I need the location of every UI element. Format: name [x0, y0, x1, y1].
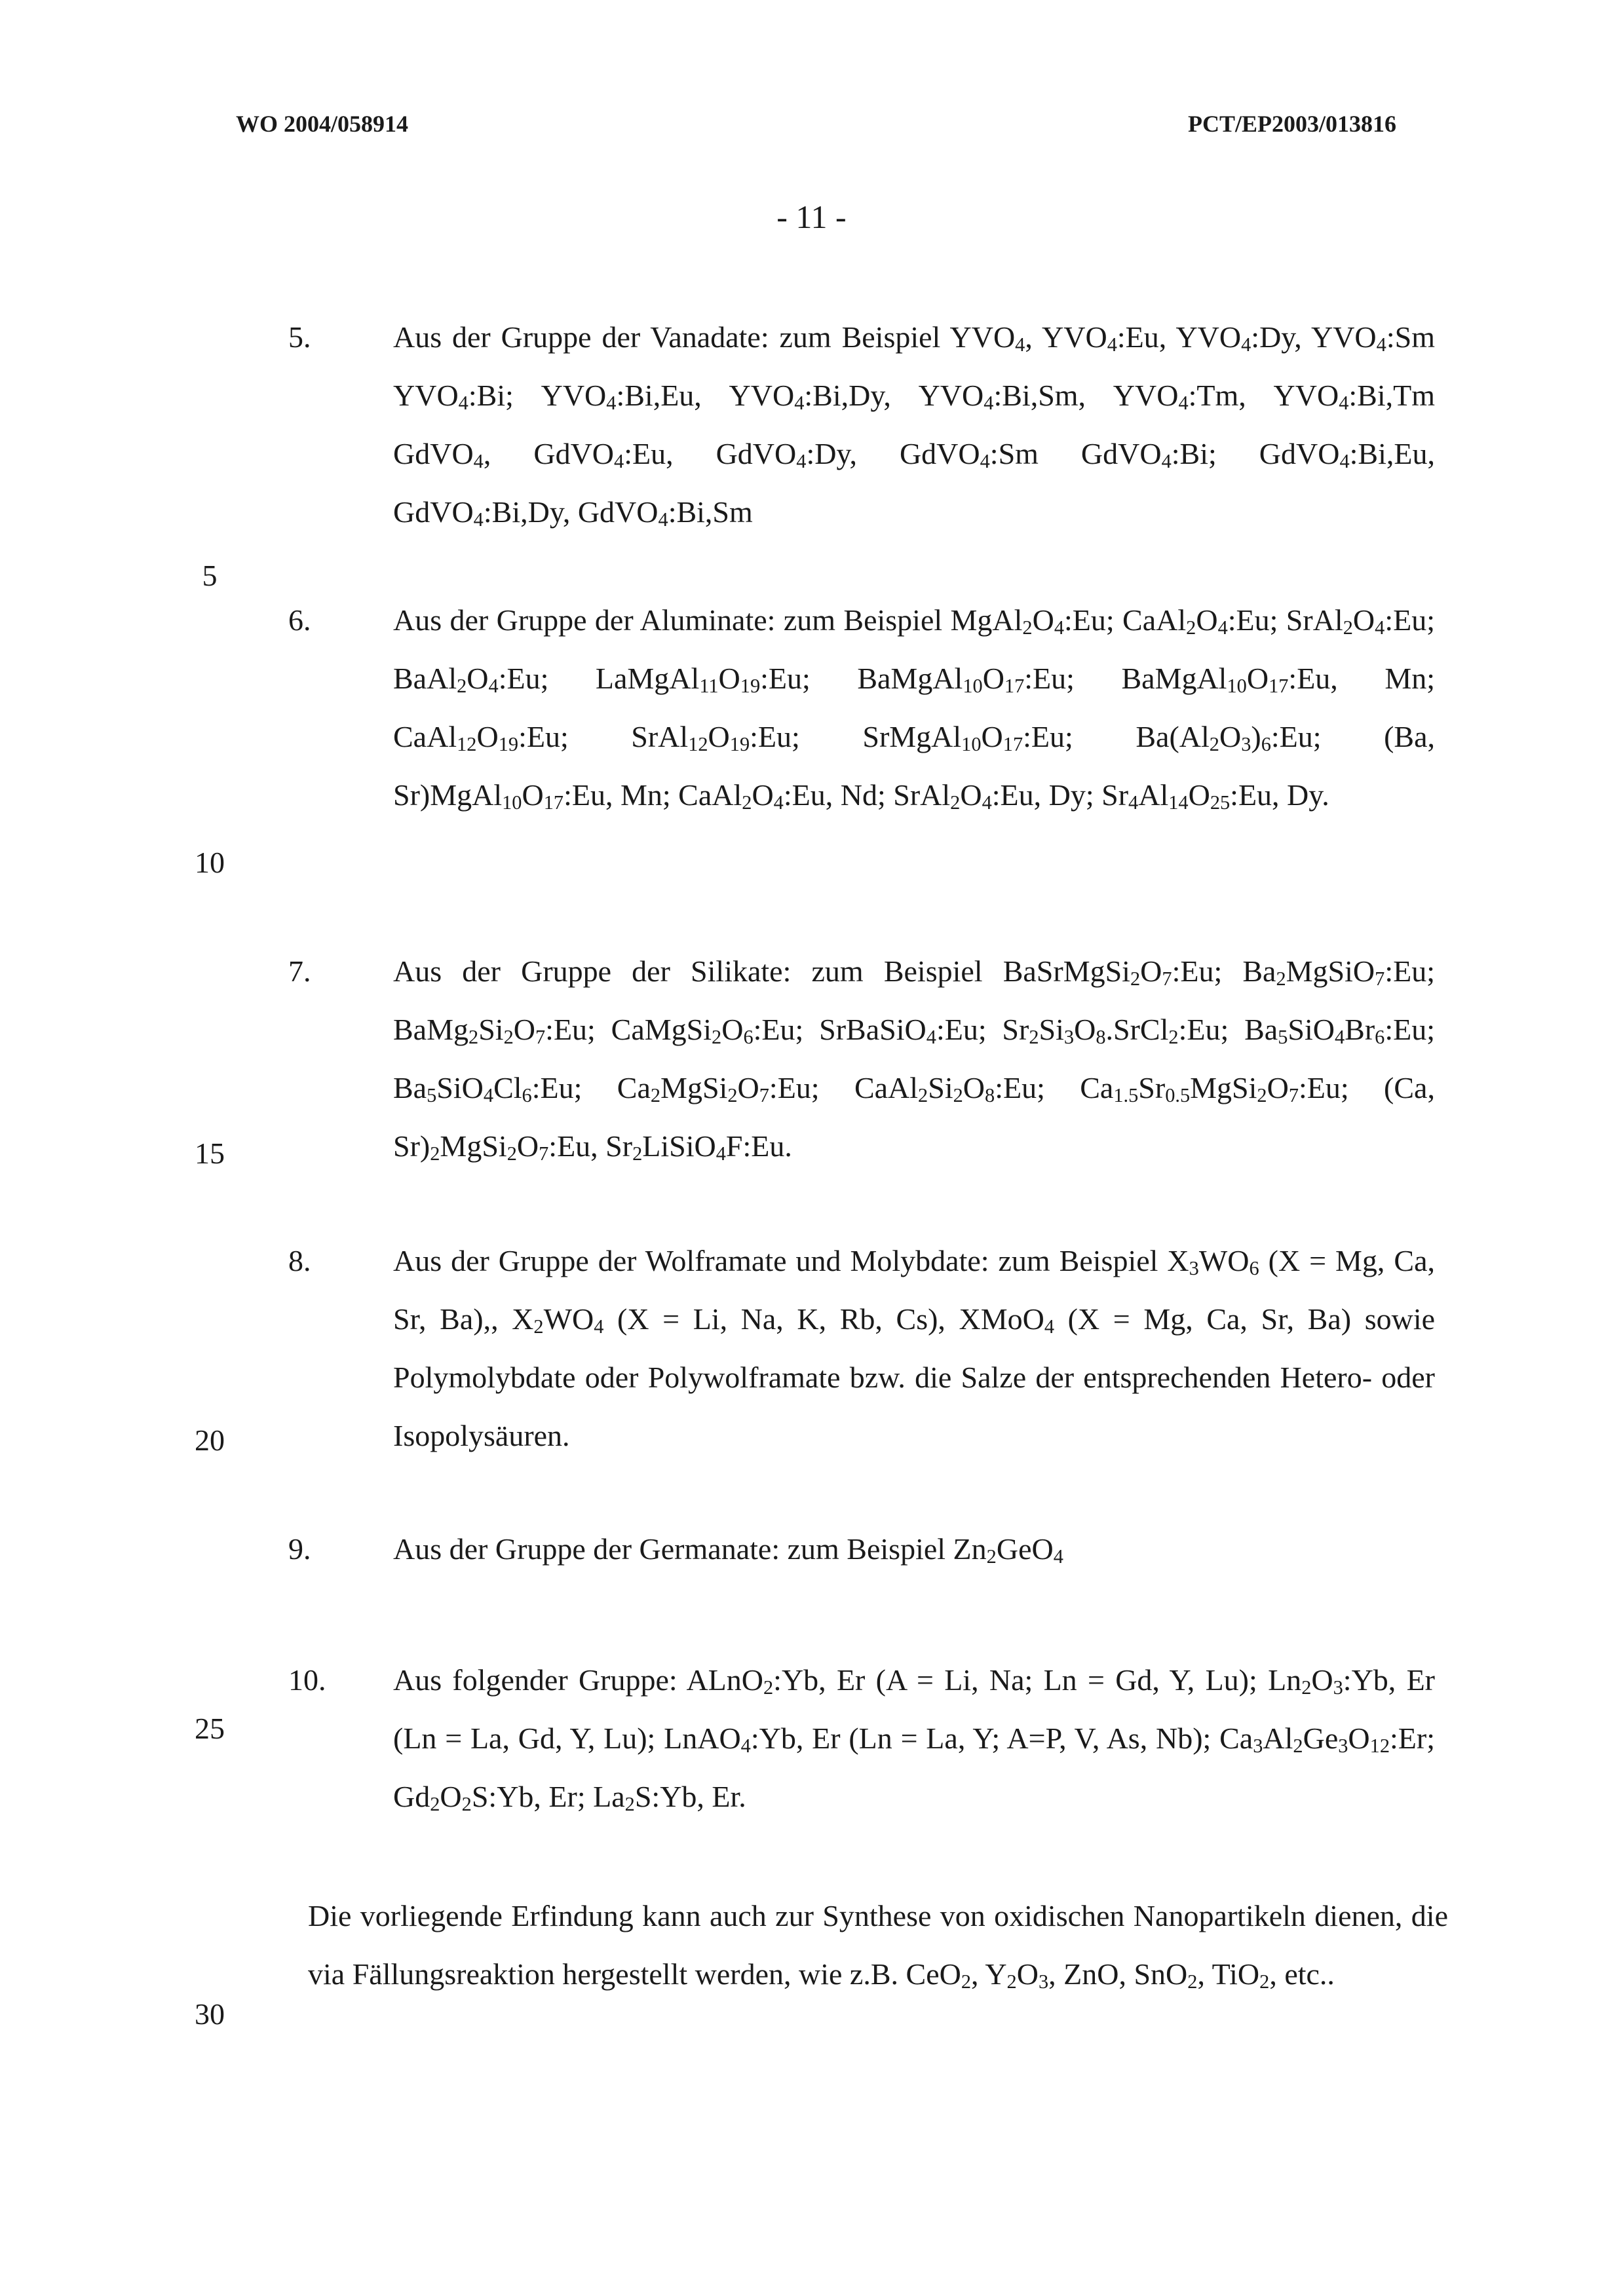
document-id: WO 2004/058914	[236, 111, 409, 137]
item-number: 6.	[288, 603, 311, 637]
line-number: 5	[202, 559, 218, 592]
application-number: PCT/EP2003/013816	[1187, 111, 1396, 137]
item-text: Aus der Gruppe der Aluminate: zum Beispiel $MgAl_2O_4:Eu$; $CaAl_2O_4:Eu$; $SrAl_2O_4:Eu$; $BaAl_2O_4:Eu$; $LaMgAl_{11}O_{19}:Eu$; $BaMgAl_{10}O_{17}:Eu$; $BaMgAl_{10}O_{17}:Eu$, Mn; $CaAl_{12}O_{19}:Eu$; $SrAl_{12}O_{19}:Eu$; $SrMgAl_{10}O_{17}:Eu$; $Ba(Al_2O_3)_6:Eu$; (Ba, $Sr)MgAl_{10}O_{17}:Eu$, Mn; $CaAl_2O_4:Eu$, Nd; $SrAl_2O_4:Eu$, Dy; $Sr_4Al_{14}O_{25}:Eu$, Dy.	[393, 603, 1436, 814]
line-number: 15	[195, 1137, 225, 1170]
item-number: 10.	[288, 1663, 326, 1697]
line-number: 30	[195, 1997, 225, 2031]
item-text: Aus der Gruppe der Vanadate: zum Beispiel $YVO_4$, $YVO_4:Eu$, $YVO_4:Dy$, $YVO_4:Sm$ $YVO_4:Bi$; $YVO_4:Bi,Eu$, $YVO_4:Bi,Dy$, $YVO_4:Bi,Sm$, $YVO_4:Tm$, $YVO_4:Bi,Tm$ GdVO$_4$, GdVO$_4$:Eu, GdVO$_4$:Dy, GdVO$_4$:Sm GdVO$_4$:Bi; GdVO$_4$:Bi,Eu, GdVO$_4$:Bi,Dy, GdVO$_4$:Bi,Sm	[393, 320, 1435, 531]
item-number: 7.	[288, 954, 311, 988]
item-number: 8.	[288, 1244, 311, 1277]
item-number: 5.	[288, 320, 311, 354]
line-number: 20	[195, 1423, 225, 1457]
closing-paragraph: Die vorliegende Erfindung kann auch zur Synthese von oxidischen Nanopartikeln dienen, die via Fällungsreaktion hergestellt werden, wie z.B. CeO$_2$, $Y_2O_3$, ZnO, SnO$_2$, TiO$_2$, etc..	[308, 1899, 1448, 1993]
line-number: 25	[195, 1712, 225, 1745]
item-number: 9.	[288, 1532, 311, 1566]
item-text: Aus folgender Gruppe: ALnO$_2$:Yb, Er (A = Li, Na; Ln = Gd, Y, Lu); $Ln_2O_3:Yb$, Er (Ln = La, Gd, Y, Lu); LnAO$_4$:Yb, Er (Ln = La, Y; A=P, V, As, Nb); $Ca_3Al_2Ge_3O_{12}:Er$; $Gd_2O_2S:Yb$, Er; $La_2S:Yb$, Er.	[393, 1663, 1436, 1816]
item-text: Aus der Gruppe der Wolframate und Molybdate: zum Beispiel $X_3WO_6$ (X = Mg, Ca, Sr, Ba),, $X_2WO_4$ (X = Li, Na, K, Rb, Cs), XMoO$_4$ (X = Mg, Ca, Sr, Ba) sowie Polymolybdate oder Polywolframate bzw. die Salze der entsprechenden Hetero- oder Isopolysäuren.	[393, 1244, 1436, 1452]
line-number: 10	[195, 846, 225, 879]
item-text: Aus der Gruppe der Germanate: zum Beispiel $Zn_2GeO_4$	[393, 1532, 1063, 1568]
item-text: Aus der Gruppe der Silikate: zum Beispiel $BaSrMgSi_2O_7:Eu$; $Ba_2MgSiO_7:Eu$; $BaMg_2Si_2O_7:Eu$; $CaMgSi_2O_6:Eu$; SrBaSiO$_4$:Eu; $Sr_2Si_3O_8.SrCl_2:Eu$; $Ba_5SiO_4Br_6:Eu$; $Ba_5SiO_4Cl_6:Eu$; $Ca_2MgSi_2O_7:Eu$; $CaAl_2Si_2O_8:Eu$; $Ca_{1.5}Sr_{0.5}MgSi_2O_7:Eu$; (Ca, $Sr)_2MgSi_2O_7:Eu$, $Sr_2LiSiO_4F:Eu$.	[393, 954, 1436, 1165]
page-number: - 11 -	[776, 198, 847, 235]
